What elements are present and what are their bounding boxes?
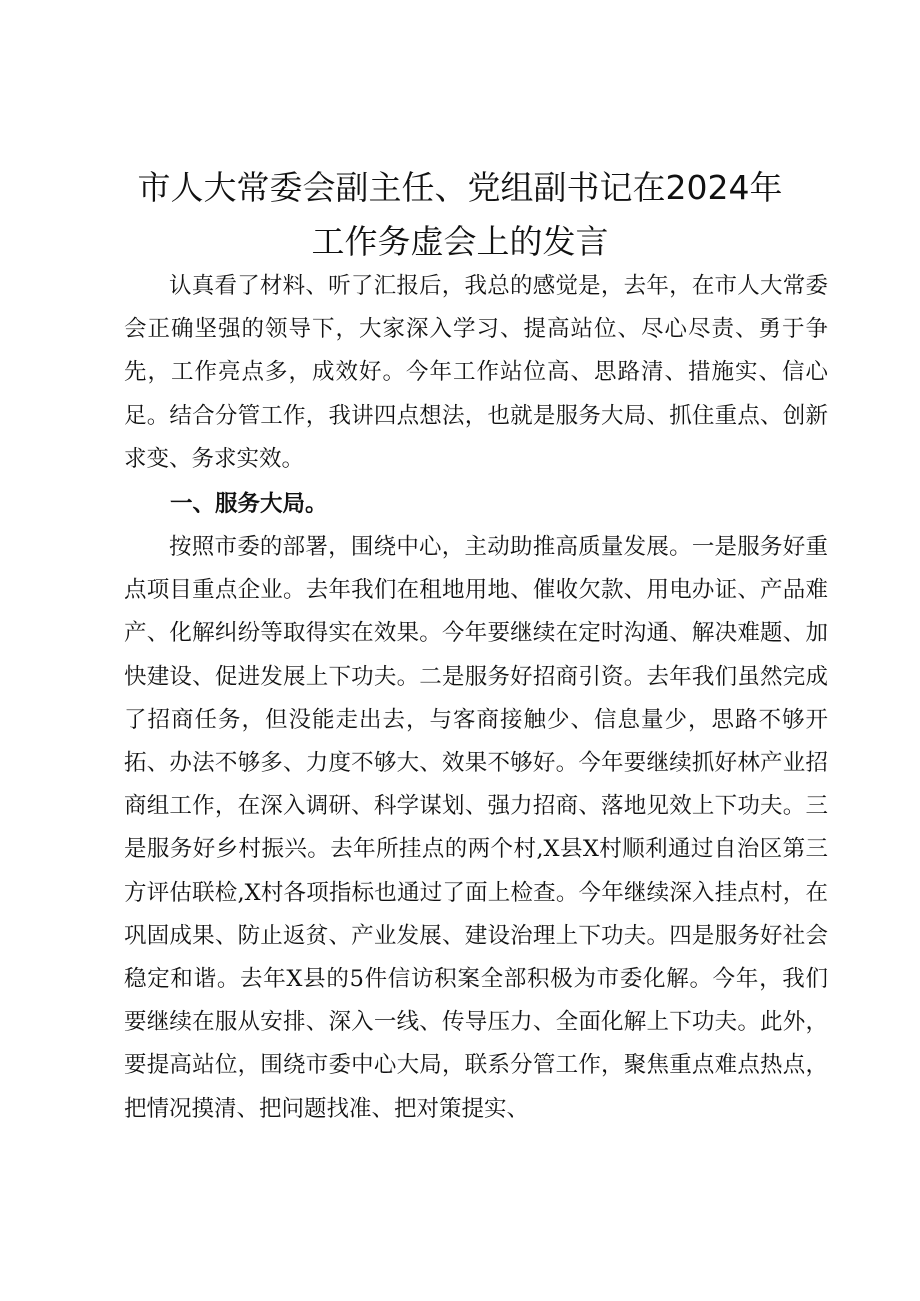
intro-paragraph: 认真看了材料、听了汇报后，我总的感觉是，去年，在市人大常委会正确坚强的领导下，大家深入学习、提高站位、尽心尽责、勇于争先，工作亮点多，成效好。今年工作站位高、思路清、措施实、信心足。结合分管工作，我讲四点想法，也就是服务大局、抓住重点、创新求变、务求实效。 [124,273,828,472]
document-title-line-2: 工作务虚会上的发言 [311,222,609,261]
section-1-paragraph: 按照市委的部署，围绕中心，主动助推高质量发展。一是服务好重点项目重点企业。去年我们在租地用地、催收欠款、用电办证、产品难产、化解纠纷等取得实在效果。今年要继续在定时沟通、解决难题、加快建设、促进发展上下功夫。二是服务好招商引资。去年我们虽然完成了招商任务，但没能走出去，与客商接触少、信息量少，思路不够开拓、办法不够多、力度不够大、效果不够好。今年要继续抓好林产业招商组工作，在深入调研、科学谋划、强力招商、落地见效上下功夫。三是服务好乡村振兴。去年所挂点的两个村,X县X村顺利通过自治区第三方评估联检,X村各项指标也通过了面上检查。今年继续深入挂点村，在巩固成果、防止返贫、产业发展、建设治理上下功夫。四是服务好社会稳定和谐。去年X县的5件信访积案全部积极为市委化解。今年，我们要继续在服从安排、深入一线、传导压力、全面化解上下功夫。此外，要提高站位，围绕市委中心大局，联系分管工作，聚焦重点难点热点，把情况摸清、把问题找准、把对策提实、 [124,534,828,1122]
document-title-line-1: 市人大常委会副主任、党组副书记在2024年 [137,168,783,207]
section-heading-1: 一、服务大局。 [170,491,328,517]
